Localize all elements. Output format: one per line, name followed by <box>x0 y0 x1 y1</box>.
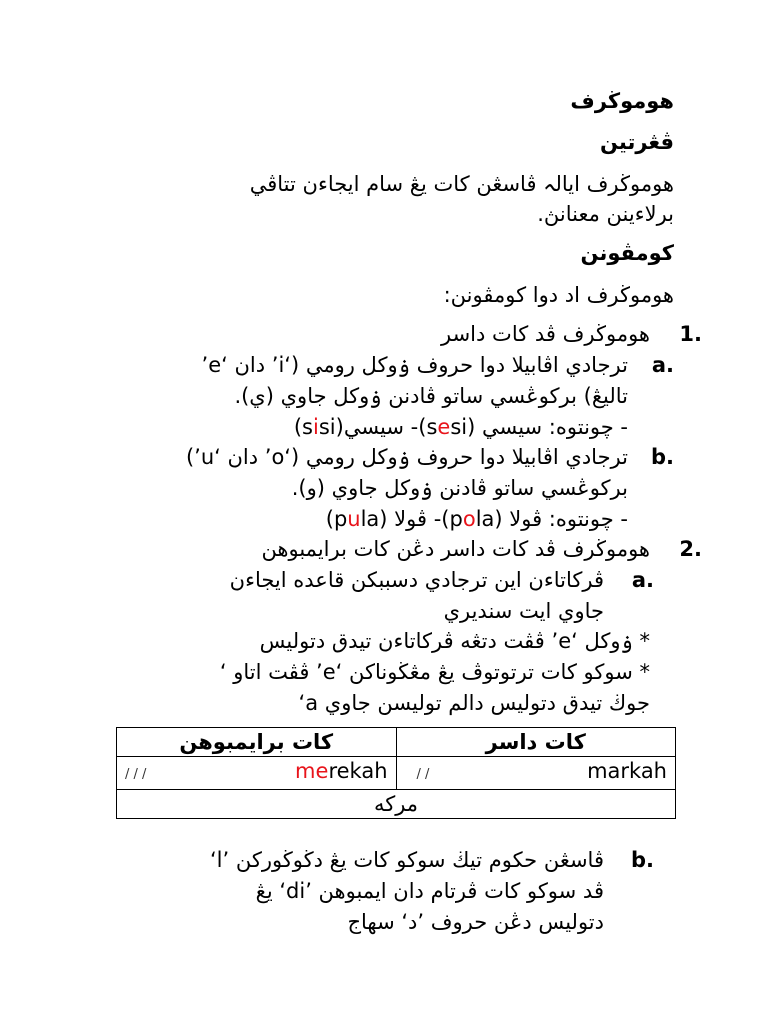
item-1b-example: - چونتوه: ڤولا (pola)- ڤولا (pula) <box>325 507 628 531</box>
jawi-word-cell: مركه <box>117 790 676 819</box>
syllable-marks: / / / <box>125 767 147 782</box>
definition-line-1: هوموڬرف ايالہ ڤاسڠن كات يڠ سام ايجاءن تتاڤي <box>249 172 674 196</box>
definition-title: ڤڠرتين <box>599 130 674 154</box>
table-row <box>117 790 676 819</box>
table-header-row <box>117 728 676 757</box>
affixed-word-cell <box>117 757 397 790</box>
item-1a-line-1: ترجادي اڤابيلا دوا حروف ۏوكل رومي (‘i’ دان ‘e’ <box>201 353 628 377</box>
item-1a-example: - چونتوه: سيسي (sesi)- سيسي(sisi) <box>293 415 628 439</box>
base-word-cell <box>396 757 676 790</box>
example-word-pula: pula <box>333 507 380 531</box>
header-affixed-word: كات برايمبوهن <box>117 728 397 757</box>
header-base-word: كات داسر <box>396 728 676 757</box>
example-word-pola: pola <box>449 507 495 531</box>
item-2b-line-2: ڤد سوكو كات ڤرتام دان ايمبوهن ’di‘ يڠ <box>255 879 604 903</box>
page-title: هوموڬرف <box>570 89 674 113</box>
item-2a-line-1: ڤركاتاءن اين ترجادي دسببكن قاعده ايجاءن <box>229 568 604 592</box>
table-row <box>117 757 676 790</box>
item-2a-rule-2: * سوكو كات ترتوتوڤ يڠ مڠڬوناكن ‘e’ ڤڤت اتاو ‘ <box>219 660 650 684</box>
example-word-sisi: sisi <box>302 415 336 439</box>
item-1b-marker: b. <box>650 445 674 469</box>
definition-line-2: برلاءينن معنانڽ. <box>537 202 674 226</box>
item-1a-marker: a. <box>651 353 674 377</box>
item-2b-line-3: دتوليس دڠن حروف ’د‘ سهاج <box>347 910 604 934</box>
item-2a-rule-1: * ۏوكل ‘e’ ڤڤت دتڠه ڤركاتاءن تيدق دتوليس <box>259 629 650 653</box>
affixed-word: merekah <box>295 759 388 783</box>
example-word-sesi: sesi <box>426 415 468 439</box>
item-2b-marker: b. <box>630 848 654 872</box>
example-separator: )- سيسي( <box>335 415 427 439</box>
item-2a-rule-2-cont: ‘a جوڬ تيدق دتوليس دالم توليسن جاوي <box>298 691 650 715</box>
example-label: - چونتوه: سيسي ( <box>467 415 628 439</box>
syllable-marks: / / <box>416 767 430 782</box>
item-2b-line-1: ڤاسڠن حكوم تيڬ سوكو كات يڠ دڬوڬوركن ’l‘ <box>209 848 604 872</box>
components-intro: هوموڬرف اد دوا كومڤونن: <box>443 283 674 307</box>
example-separator: )- ڤولا ( <box>379 507 450 531</box>
example-table <box>116 727 676 819</box>
base-word: markah <box>587 759 667 783</box>
item-2-label: هوموڬرف ڤد كات داسر دڠن كات برايمبوهن <box>261 537 650 561</box>
item-2-number: 2. <box>679 537 702 561</box>
components-title: كومڤونن <box>580 241 674 265</box>
item-1b-line-2: بركوڠسي ساتو ڤادنن ۏوكل جاوي (و). <box>291 476 628 500</box>
item-1-number: 1. <box>679 322 702 346</box>
item-1-label: هوموڬرف ڤد كات داسر <box>441 322 650 346</box>
item-1b-line-1: ترجادي اڤابيلا دوا حروف ۏوكل رومي (‘o’ دان ‘u’) <box>185 445 628 469</box>
item-2a-marker: a. <box>631 568 654 592</box>
item-1a-line-2: تاليڠ) بركوڠسي ساتو ڤادنن ۏوكل جاوي (ي). <box>234 384 628 408</box>
item-2a-line-2: جاوي ايت سنديري <box>443 599 604 623</box>
example-label: - چونتوه: ڤولا ( <box>494 507 628 531</box>
